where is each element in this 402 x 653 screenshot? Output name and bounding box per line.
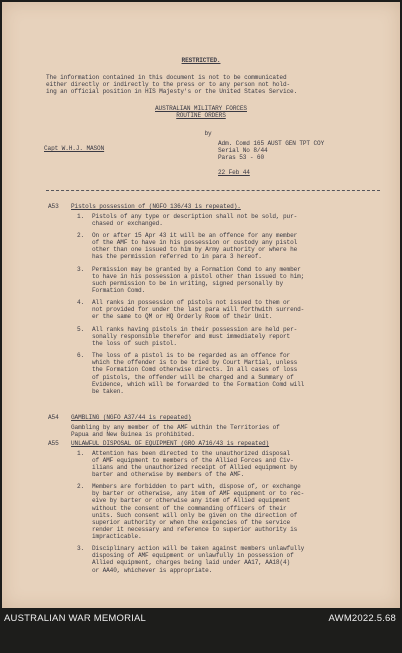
paragraph-line: of pistols, the offender will be charged and a Summary of bbox=[92, 373, 294, 381]
paragraph-line: er the same to QM or HQ Orderly Room of their Unit. bbox=[92, 313, 273, 321]
paragraph-line: to have in his possession a pistol other than issued to him; bbox=[92, 272, 305, 280]
document-page bbox=[2, 2, 400, 608]
paragraph-number: 2. bbox=[77, 483, 85, 491]
warning-line-1: The information contained in this document is not to be communicated bbox=[46, 74, 287, 81]
paragraph-line: Evidence, which will be forwarded to the Formation Comd will bbox=[92, 380, 305, 388]
paragraph-line: units. Such consent will only be given on the direction of bbox=[92, 511, 298, 519]
paragraph-line: All ranks having pistols in their possession are held per- bbox=[92, 325, 298, 333]
paragraph-line: impracticable. bbox=[92, 532, 142, 540]
order-date: 22 Feb 44 bbox=[218, 169, 250, 176]
unit-line-2: Serial No 8/44 bbox=[218, 147, 268, 154]
paragraph-line: render it necessary and reference to superior authority is bbox=[92, 525, 298, 533]
order-heading: UNLAWFUL DISPOSAL OF EQUIPMENT (GRO A716/43 is repeated) bbox=[71, 440, 270, 447]
paragraph-line: disposing of AMF equipment or unlawfully in possession of bbox=[92, 552, 294, 560]
paragraph-line: which the offender is to be tried by Court Martial, unless bbox=[92, 359, 298, 367]
order-number: A55 bbox=[48, 440, 59, 447]
order-heading: GAMBLING (NGFO A37/44 is repeated) bbox=[71, 414, 192, 421]
paragraph-line: The loss of a pistol is to be regarded as an offence for bbox=[92, 352, 291, 360]
paragraph-line: Pistols of any type or description shall not be sold, pur- bbox=[92, 212, 298, 220]
warning-line-2: either directly or indirectly to the press or to any person not hold- bbox=[46, 81, 291, 88]
paragraph-line: barter and otherwise by members of the AMF. bbox=[92, 470, 245, 478]
paragraph-line: All ranks in possession of pistols not issued to them or bbox=[92, 299, 291, 307]
order-body-line: Gambling by any member of the AMF within the Territories of bbox=[71, 423, 280, 431]
order-number: A54 bbox=[48, 414, 59, 421]
paragraph-line: Allied equipment, charges being laid under AA17, AA18(4) bbox=[92, 559, 291, 567]
paragraph-line: Attention has been directed to the unauthorized disposal bbox=[92, 449, 291, 457]
paragraph-number: 1. bbox=[77, 212, 85, 220]
separator-rule bbox=[46, 190, 380, 191]
paragraph-line: Disciplinary action will be taken against members unlawfully bbox=[92, 545, 305, 553]
paragraph-line: Members are forbidden to part with, dispose of, or exchange bbox=[92, 483, 301, 491]
paragraph-number: 3. bbox=[77, 265, 85, 273]
issuer: Capt W.H.J. MASON bbox=[44, 145, 105, 152]
paragraph-line: by barter or otherwise, any item of AMF equipment or to rec- bbox=[92, 490, 305, 498]
paragraph-line: or AA40, whichever is appropriate. bbox=[92, 566, 213, 574]
footer-institution: AUSTRALIAN WAR MEMORIAL bbox=[4, 613, 147, 624]
paragraph-line: without the consent of the commanding officers of their bbox=[92, 504, 287, 512]
paragraph-line: eive by barter or otherwise any item of Allied equipment bbox=[92, 497, 291, 505]
paragraph-number: 4. bbox=[77, 299, 85, 307]
paragraph-line: of AMF equipment to members of the Allied Forces and Civ- bbox=[92, 456, 294, 464]
order-body-line: Papua and New Guinea is prohibited. bbox=[71, 430, 195, 438]
paragraph-line: On or after 15 Apr 43 it will be an offence for any member bbox=[92, 232, 298, 239]
paragraph-line: the Formation Comd otherwise directs. In all cases of loss bbox=[92, 366, 298, 374]
paragraph-number: 6. bbox=[77, 352, 85, 360]
paragraph-line: of the AMF to have in his possession or custody any pistol bbox=[92, 239, 298, 247]
paragraph-line: sonally responsible therefor and must immediately report bbox=[92, 332, 291, 340]
order-number: A53 bbox=[48, 203, 59, 210]
unit-line-1: Adm. Comd 165 AUST GEN TPT COY bbox=[218, 140, 325, 147]
order-heading: Pistols possession of (NGFO 136/43 is repeated). bbox=[71, 203, 241, 210]
paragraph-line: other than one issued to him by Army authority or where he bbox=[92, 246, 298, 254]
paragraph-line: superior authority or when the exigencies of the service bbox=[92, 518, 291, 526]
paragraph-number: 2. bbox=[77, 232, 85, 239]
paragraph-line: not provided for under the last para will forthwith surrend- bbox=[92, 306, 305, 314]
paragraph-line: the loss of such pistol. bbox=[92, 339, 177, 347]
paragraph-line: such permission to be in writing, signed personally by bbox=[92, 279, 283, 287]
archive-footer bbox=[0, 608, 402, 653]
warning-line-3: ing an official position in HIS Majesty's or the United States Service. bbox=[46, 88, 298, 95]
paragraph-number: 1. bbox=[77, 449, 85, 457]
paragraph-number: 3. bbox=[77, 545, 85, 553]
unit-line-3: Paras 53 - 60 bbox=[218, 154, 264, 161]
force-heading: AUSTRALIAN MILITARY FORCES bbox=[155, 105, 247, 112]
footer-accession: AWM2022.5.68 bbox=[328, 613, 396, 624]
paragraph-line: has the permission referred to in para 3 hereof. bbox=[92, 253, 262, 261]
paragraph-line: chased or exchanged. bbox=[92, 219, 163, 227]
paragraph-number: 5. bbox=[77, 325, 85, 333]
paragraph-line: be taken. bbox=[92, 387, 124, 395]
paragraph-line: Formation Comd. bbox=[92, 286, 146, 294]
paragraph-line: ilians and the unauthorized receipt of Allied equipment by bbox=[92, 463, 298, 471]
paragraph-line: Permission may be granted by a Formation Comd to any member bbox=[92, 265, 301, 273]
orders-title: ROUTINE ORDERS bbox=[176, 112, 226, 119]
classification-heading: RESTRICTED. bbox=[181, 57, 221, 64]
by-line: by bbox=[204, 130, 212, 137]
